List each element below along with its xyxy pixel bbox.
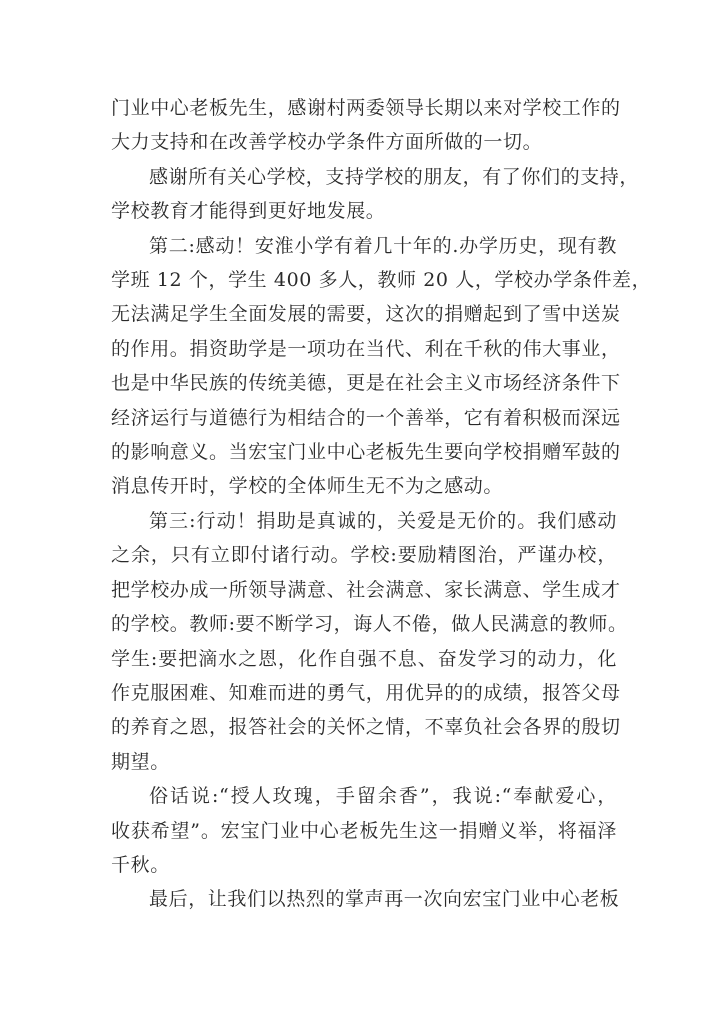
text-line: 学校教育才能得到更好地发展。 xyxy=(111,200,386,223)
text-line: 感谢所有关心学校，支持学校的朋友，有了你们的支持， xyxy=(149,165,640,188)
text-line: 的影响意义。当宏宝门业中心老板先生要向学校捐赠军鼓的 xyxy=(111,441,621,464)
text-line: 学生:要把滴水之恩，化作自强不息、奋发学习的动力，化 xyxy=(111,647,617,670)
text-line: 把学校办成一所领导满意、社会满意、家长满意、学生成才 xyxy=(111,578,621,601)
text-line: 大力支持和在改善学校办学条件方面所做的一切。 xyxy=(111,131,543,154)
text-line: 消息传开时，学校的全体师生无不为之感动。 xyxy=(111,475,504,498)
text-line: 千秋。 xyxy=(111,853,170,876)
text-line: 俗话说:“授人玫瑰，手留余香”，我说:“奉献爱心， xyxy=(149,785,617,808)
text-line: 作克服困难、知难而进的勇气，用优异的的成绩，报答父母 xyxy=(111,681,621,704)
text-line: 的学校。教师:要不断学习，诲人不倦，做人民满意的教师。 xyxy=(111,613,628,636)
text-line: 的作用。捐资助学是一项功在当代、利在千秋的伟大事业， xyxy=(111,337,621,360)
text-line: 学班 12 个，学生 400 多人，教师 20 人，学校办学条件差， xyxy=(111,269,652,292)
text-line: 也是中华民族的传统美德，更是在社会主义市场经济条件下 xyxy=(111,372,621,395)
text-line: 无法满足学生全面发展的需要，这次的捐赠起到了雪中送炭 xyxy=(111,303,621,326)
text-line: 期望。 xyxy=(111,750,170,773)
text-line: 门业中心老板先生，感谢村两委领导长期以来对学校工作的 xyxy=(111,97,621,119)
body-text xyxy=(111,91,652,917)
text-line: 最后，让我们以热烈的掌声再一次向宏宝门业中心老板 xyxy=(149,888,620,911)
text-line: 第三:行动！捐助是真诚的，关爱是无价的。我们感动 xyxy=(149,509,617,532)
text-line: 收获希望”。宏宝门业中心老板先生这一捐赠义举，将福泽 xyxy=(111,819,617,842)
text-line: 第二:感动！安淮小学有着几十年的.办学历史，现有教 xyxy=(149,234,617,257)
text-line: 的养育之恩，报答社会的关怀之情，不辜负社会各界的殷切 xyxy=(111,716,621,739)
text-line: 之余，只有立即付诸行动。学校:要励精图治，严谨办校， xyxy=(111,544,617,567)
text-line: 经济运行与道德行为相结合的一个善举，它有着积极而深远 xyxy=(111,406,621,429)
